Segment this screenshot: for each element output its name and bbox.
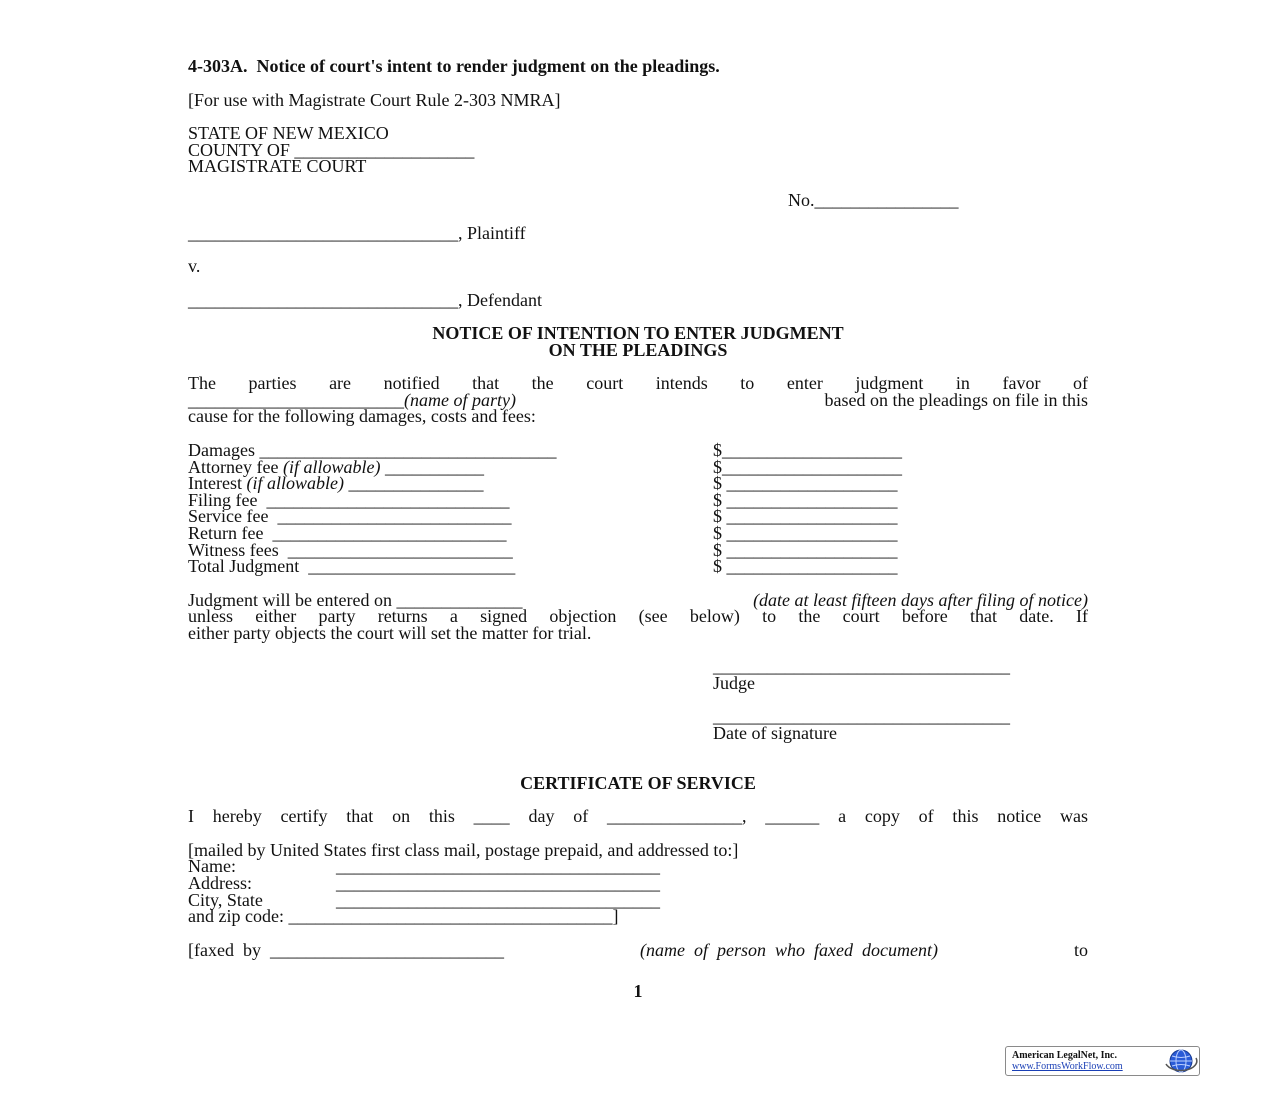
judgment-date-hint: (date at least fifteen days after filing of notice) [753,590,1088,610]
address-blank-address: ____________________________________ [336,873,660,893]
judgment-date-text: Judgment will be entered on ______________ [188,590,527,610]
intro-line1: The parties are notified that the court intends to enter judgment in favor of [188,373,1088,393]
fee-amount: $ ___________________ [713,523,898,543]
fee-label-blank: __________________________ [267,523,507,543]
caption-state: STATE OF NEW MEXICO [188,123,389,143]
address-label-address: Address: [188,873,252,893]
fee-label-group [188,558,713,575]
fee-label-hint: (if allowable) [282,457,381,477]
notice-title-line2: ON THE PLEADINGS [548,340,728,360]
fee-label: Total Judgment [188,556,304,576]
fee-label-blank: ___________________________ [262,490,510,510]
judgment-date-line2: unless either party returns a signed objection (see below) to the court before that date. If [188,606,1088,626]
case-number: No.________________ [788,190,959,210]
address-label-city: City, State [188,890,263,910]
rule-note: [For use with Magistrate Court Rule 2-303 NMRA] [188,90,561,110]
fee-label: Interest [188,473,247,493]
fee-label: Return fee [188,523,268,543]
mailed-line: [mailed by United States first class mail, postage prepaid, and addressed to:] [188,840,739,860]
fee-label: Attorney fee [188,457,283,477]
fee-label-blank: ___________ [380,457,484,477]
fee-amount: $ ___________________ [713,540,898,560]
badge-company: American LegalNet, Inc. [1012,1050,1117,1061]
faxed-prefix: [faxed by __________________________ [188,940,504,960]
address-label-name: Name: [188,856,236,876]
fee-label-blank: _______________________ [303,556,516,576]
fee-label-blank: _________________________ [283,540,513,560]
fee-label: Witness fees [188,540,284,560]
party-name-blank: ________________________ [188,390,404,410]
judge-label: Judge [713,673,755,693]
fee-amount: $ ___________________ [713,490,898,510]
party-name-hint: (name of party) [404,390,516,410]
certificate-title: CERTIFICATE OF SERVICE [520,773,756,793]
faxed-hint: (name of person who faxed document) [640,940,938,960]
faxed-suffix: to [1073,940,1088,960]
fee-label-blank: _______________ [343,473,484,493]
fee-amount: $____________________ [713,440,902,460]
judge-signature-line: _________________________________ [713,656,1010,676]
date-signature-label: Date of signature [713,723,837,743]
footer-badge[interactable] [1005,1046,1200,1076]
fee-row [188,558,1088,575]
intro-line2-rest: based on the pleadings on file in this [820,390,1088,410]
judgment-date-line3: either party objects the court will set the matter for trial. [188,623,592,643]
fee-label-blank: _________________________________ [259,440,557,460]
fee-amount: $ ___________________ [713,506,898,526]
faxed-line [188,942,1088,959]
certify-line: I hereby certify that on this ____ day of _______________, ______ a copy of this notice was [188,806,1088,826]
caption-court: MAGISTRATE COURT [188,156,367,176]
fee-label: Service fee [188,506,273,526]
fee-amount: $ ___________________ [713,556,898,576]
caption-county: COUNTY OF ____________________ [188,140,475,160]
fee-amount: $ ___________________ [713,473,898,493]
fee-label-hint: (if allowable) [246,473,344,493]
badge-url[interactable]: www.FormsWorkFlow.com [1012,1061,1123,1072]
fee-label: Filing fee [188,490,262,510]
versus: v. [188,256,201,276]
notice-title-line1: NOTICE OF INTENTION TO ENTER JUDGMENT [432,323,844,343]
address-blank-name: ____________________________________ [336,856,660,876]
plaintiff-line: ______________________________, Plaintiff [188,223,526,243]
intro-line3: cause for the following damages, costs and fees: [188,406,536,426]
fee-label-blank: __________________________ [272,506,512,526]
form-heading: 4-303A. Notice of court's intent to render judgment on the pleadings. [188,56,720,76]
page-number: 1 [633,981,643,1001]
globe-icon [1164,1048,1198,1074]
defendant-line: ______________________________, Defendant [188,290,542,310]
fee-amount: $____________________ [713,457,902,477]
date-signature-line: _________________________________ [713,706,1010,726]
fee-label: Damages [188,440,260,460]
address-blank-city: ____________________________________ [336,890,660,910]
zip-line: and zip code: ____________________________________] [188,906,619,926]
